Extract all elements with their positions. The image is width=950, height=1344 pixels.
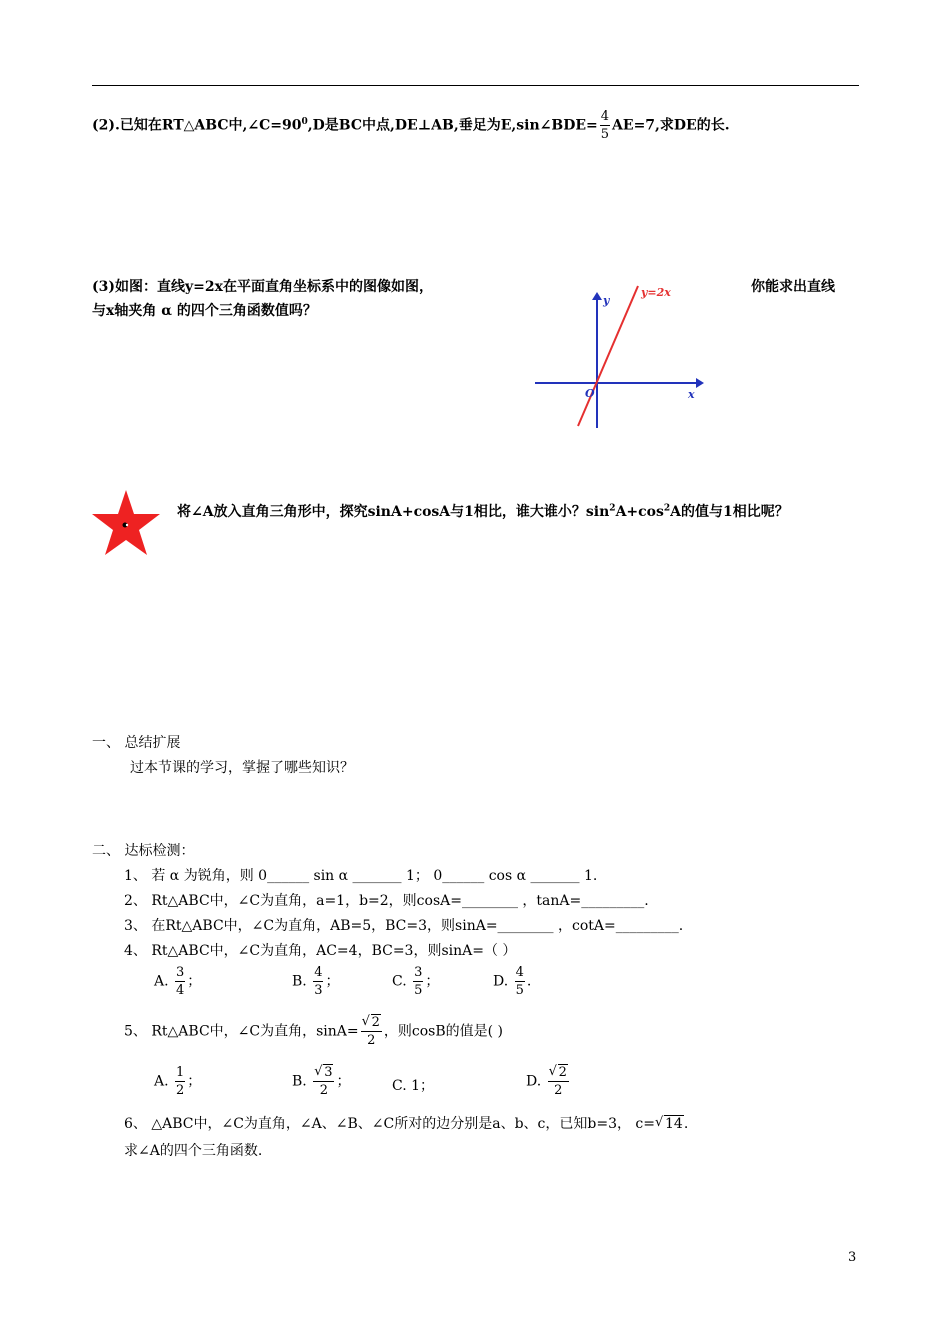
option-num: 3 — [176, 965, 185, 980]
item5-option-d — [526, 1066, 571, 1097]
item6-text-b: . — [683, 1116, 689, 1132]
radicand: 14 — [665, 1116, 683, 1132]
item6-text-a: 6、 △ABC中，∠C为直角，∠A、∠B、∠C所对的边分别是a、b、c，已知b=3， c= — [124, 1116, 656, 1132]
item5-text-b: ，则cosB的值是( ) — [383, 1023, 504, 1040]
option-num — [313, 1066, 334, 1082]
option-end: ； — [187, 973, 202, 990]
item-6 — [124, 1113, 688, 1133]
item-3: 3、 在Rt△ABC中，∠C为直角，AB=5，BC=3，则sinA=________ ，cotA=_________. — [124, 918, 684, 934]
sqrt-icon — [655, 1116, 684, 1132]
section1-heading: 一、 总结扩展 — [92, 735, 181, 751]
item5-fraction — [361, 1016, 382, 1047]
x-axis-label: x — [688, 388, 695, 401]
item4-option-d — [493, 966, 531, 997]
option-num: 4 — [314, 965, 323, 980]
option-label: B. — [292, 973, 307, 990]
section2-heading: 二、 达标检测： — [92, 843, 195, 859]
item-2: 2、 Rt△ABC中，∠C为直角，a=1，b=2，则cosA=________ ，tanA=_________. — [124, 893, 649, 909]
option-end: ； — [336, 1073, 351, 1090]
item5-frac-den: 2 — [367, 1033, 376, 1048]
star-sup-1: 2 — [609, 503, 616, 514]
option-label: C. — [392, 973, 407, 990]
star-icon — [90, 488, 162, 558]
item-5 — [124, 1016, 503, 1047]
option-den: 2 — [319, 1083, 328, 1098]
option-label: A. — [154, 973, 169, 990]
option-end: ； — [187, 1073, 202, 1090]
q2-text-b: ,D是BC中点,DE⊥AB,垂足为E,sin∠BDE= — [307, 117, 598, 134]
option-num: 4 — [515, 965, 524, 980]
radicand: 3 — [324, 1065, 333, 1080]
star-question — [177, 501, 789, 521]
star-text-b: A+cos — [615, 504, 664, 520]
option-fraction — [313, 1066, 334, 1097]
option-label: A. — [154, 1073, 169, 1090]
item-4: 4、 Rt△ABC中，∠C为直角，AC=4，BC=3，则sinA=（ ） — [124, 943, 517, 959]
option-end: ； — [325, 973, 340, 990]
star-text-a: 将∠A放入直角三角形中，探究sinA+cosA与1相比，谁大谁小？sin — [177, 504, 610, 520]
item5-option-c: C. 1； — [392, 1078, 435, 1094]
option-label: D. — [493, 973, 509, 990]
q3-line2: 与x轴夹角 α 的四个三角函数值吗？ — [92, 303, 317, 319]
option-den: 4 — [176, 983, 185, 998]
option-den: 3 — [314, 983, 323, 998]
item4-option-b — [292, 966, 339, 997]
option-num — [548, 1066, 569, 1082]
q3-line1-left: (3)如图：直线y=2x在平面直角坐标系中的图像如图， — [92, 279, 433, 295]
sqrt-icon — [362, 1016, 381, 1029]
option-fraction — [175, 1066, 185, 1097]
page-number: 3 — [848, 1250, 857, 1265]
star-text-c: A的值与1相比呢？ — [670, 504, 789, 520]
line-y-2x — [578, 286, 638, 426]
option-den: 2 — [554, 1083, 563, 1098]
y-axis-arrow — [592, 292, 602, 300]
option-fraction — [548, 1066, 569, 1097]
star-sup-2: 2 — [663, 503, 671, 514]
item4-option-c — [392, 966, 439, 997]
x-axis-arrow — [696, 378, 704, 388]
sqrt-icon — [314, 1066, 333, 1079]
option-end: ； — [425, 973, 440, 990]
option-fraction — [313, 966, 323, 997]
option-fraction — [175, 966, 185, 997]
line-label: y=2x — [641, 286, 671, 299]
q2-fraction — [600, 110, 610, 141]
top-rule — [92, 85, 859, 86]
q3-line1-right: 你能求出直线 — [751, 279, 835, 295]
section1-body: 过本节课的学习，掌握了哪些知识？ — [130, 760, 354, 776]
sqrt-icon — [549, 1066, 568, 1079]
item5-option-b — [292, 1066, 350, 1097]
question-2 — [92, 110, 730, 141]
q2-frac-den: 5 — [600, 127, 610, 142]
coordinate-graph — [530, 280, 710, 432]
item6-line2: 求∠A的四个三角函数. — [124, 1143, 263, 1159]
option-den: 2 — [176, 1083, 185, 1098]
item5-text-a: 5、 Rt△ABC中，∠C为直角，sinA= — [124, 1023, 359, 1040]
item5-frac-num — [361, 1016, 382, 1032]
radicand: 2 — [371, 1015, 380, 1030]
q2-degree: 0 — [301, 116, 308, 127]
radicand: 2 — [558, 1065, 567, 1080]
option-fraction — [515, 966, 525, 997]
item-1: 1、 若 α 为锐角，则 0______ sin α _______ 1； 0______ cos α _______ 1. — [124, 868, 598, 884]
option-den: 5 — [515, 983, 524, 998]
origin-label: O — [585, 387, 595, 400]
option-num: 1 — [176, 1065, 185, 1080]
option-num: 3 — [414, 965, 423, 980]
option-den: 5 — [414, 983, 423, 998]
q2-frac-num: 4 — [600, 109, 610, 124]
q2-text-a: (2).已知在RT△ABC中,∠C=90 — [92, 117, 302, 134]
item4-option-a — [154, 966, 201, 997]
item5-option-a — [154, 1066, 201, 1097]
option-label: B. — [292, 1073, 307, 1090]
option-label: D. — [526, 1073, 542, 1090]
option-end: . — [526, 973, 532, 990]
y-axis-label: y — [603, 294, 610, 307]
q2-text-c: AE=7,求DE的长. — [612, 117, 730, 134]
option-fraction — [413, 966, 423, 997]
